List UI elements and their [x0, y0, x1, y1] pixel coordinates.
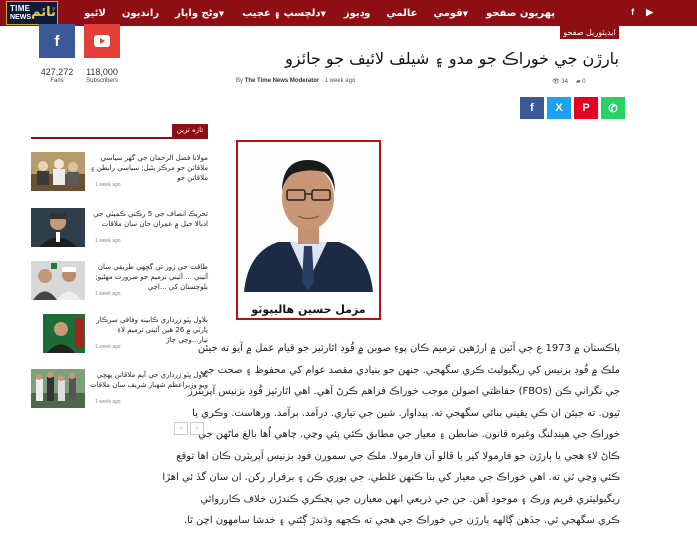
author-photo	[238, 142, 379, 318]
news-thumbnail[interactable]	[31, 314, 85, 353]
author-prefix: By	[236, 78, 244, 84]
facebook-fan-count: 427,272	[40, 67, 74, 77]
article-line: ڪري سگهجي ٿي. جڏهن ڳالهه ٻارڙن جي خوراڪ جي هجي ته ڪجهه وڌندڙ ڳڻتي ۽ خدشا سامهون اچن ٿا.	[183, 515, 620, 526]
article-line: جي نگراني ڪن (FBOs) حفاظتي اصولن موجب خوراڪ فراهم ڪرڻ آهي. اهي اٿارٽيز فُوڊ بزنيس آپريٽرز	[188, 386, 620, 397]
news-thumbnail[interactable]	[31, 152, 85, 191]
youtube-icon[interactable]: ▶	[646, 7, 653, 17]
logo-mark: ٽائم	[31, 5, 56, 20]
article-body	[162, 338, 620, 532]
sidebar-news-item[interactable]	[31, 314, 208, 356]
pager-prev-button[interactable]: ‹	[174, 422, 188, 435]
news-time: 1 week ago	[95, 344, 121, 350]
article-line: ڪئي وڃي ٿي ته. اهي خوراڪ جي معيار کي بنا ڪنهن غلطي. جي پوري ڪن ۽ برقرار رکن. ان سان گڏ ئي اهڙا	[162, 472, 620, 483]
menu-item-videos[interactable]: وڊيوز	[343, 7, 371, 19]
news-title[interactable]: طاقت جي زور تي گڇهي طريقي سان آئيني ... آئيني ترميم جو ضرورت مهڻيو; بلوچستان کي ...اڃي	[95, 263, 208, 291]
top-navigation-bar	[0, 0, 697, 26]
portrait-caption: مزمل حسين هاليپوٽو	[251, 303, 366, 316]
youtube-subscribe-button[interactable]	[84, 24, 120, 58]
publish-time: 1 week ago	[324, 78, 356, 84]
author-portrait	[236, 140, 381, 320]
news-time: 1 week ago	[95, 399, 121, 405]
youtube-subscriber-label: Subscribers	[86, 78, 118, 84]
news-title[interactable]: بلاول ڀٽو زرداري جي آيم ملاقاتن پهچي ويو وزيراعظم شهباز شريف سان ملاقات	[90, 371, 208, 389]
article-line: ٿيون. ته جيئن ان ڪي يقيني بنائي سگهجي ته. پيداوار. شين جي تياري. درآمد. برآمد. ورهاست. وڪري يا	[192, 407, 620, 419]
article-meta	[236, 78, 355, 84]
share-facebook-button[interactable]: f	[520, 97, 544, 119]
header-social-links	[631, 7, 653, 18]
share-x-button[interactable]: X	[547, 97, 571, 119]
menu-item-national[interactable]: قومي▼	[433, 7, 469, 19]
menu-item-international[interactable]: عالمي	[386, 7, 418, 19]
news-title[interactable]: تحريڪ انصاف جي 5 رڪني ڪميٽي جي اڊيالا جيل ۾ عمران خان سان ملاقات	[93, 210, 208, 228]
facebook-follow-button[interactable]	[39, 24, 75, 58]
clock-icon: ·	[320, 78, 323, 84]
news-thumbnail[interactable]	[31, 208, 85, 247]
sidebar-heading: تازه ترين	[172, 124, 208, 137]
news-title[interactable]: مولانا فضل الرحمان جي گهر سياسي ملاقاتن جو مرڪز بڻيل; سياسي رابطن ۽ ملاقاتن جو	[90, 154, 208, 182]
pager-next-button[interactable]: ›	[190, 422, 204, 435]
facebook-icon: f	[54, 32, 60, 50]
news-thumbnail[interactable]	[31, 369, 85, 408]
chevron-down-icon: ▼	[320, 9, 326, 18]
article-line: پاڪستان ۾ 1973 ع جي آئين ۾ ارڙهين ترميم ڪان پوءِ صوبن ۾ فُوڊ اٿارٽيز جو قيام عمل ۾ آيو ته جيئن	[197, 343, 620, 354]
article-line: خوراڪ جي هينڊلنگ وغيره قانون. ضابطن ۽ معيار جي مطابق ڪئي پئي وڃي. چاهي اُها بالغ ماڻهن جي	[198, 429, 620, 440]
menu-item-business[interactable]: وڻج واپار▼	[175, 7, 225, 19]
article-line: ريگيوليٽري فريم ورڪ ۽ موجود آهن. جن جي ذريعي انهن معيارن جي پڄڪري ڪندڙن خلاف ڪارروائي	[200, 493, 620, 505]
news-time: 1 week ago	[95, 182, 121, 188]
article-stats	[552, 78, 586, 85]
eye-icon: 👁	[552, 79, 560, 85]
main-menu	[84, 0, 555, 26]
share-buttons	[520, 97, 625, 119]
sidebar-news-item[interactable]	[31, 369, 208, 411]
comment-count[interactable]: ▰ 0	[575, 79, 586, 85]
category-label[interactable]: ايڊيٽوريل صفحو	[560, 26, 619, 39]
author-link[interactable]: The Time News Moderator	[244, 78, 320, 84]
article-title: بارڙن جي خوراڪ جو مدو ۽ شيلف لائيف جو جائزو	[285, 49, 619, 68]
youtube-icon	[94, 35, 110, 47]
sidebar-news-item[interactable]	[31, 261, 208, 303]
news-title[interactable]: بلاول ڀٽو زرداري ڪابينه وفاقي سرڪار پارٽي ۾ 26 هين آئيني ترميم لاءِ تيار...وڃي ڄاڙ	[96, 316, 208, 344]
facebook-fan-label: Fans	[50, 78, 64, 84]
news-time: 1 week ago	[95, 291, 121, 297]
chevron-down-icon: ▼	[462, 9, 469, 18]
menu-item-home[interactable]: پهريون صفحو	[486, 7, 555, 19]
logo-line1: TIME	[10, 4, 31, 13]
youtube-subscriber-count: 118,000	[86, 67, 118, 77]
article-line: ملڪ ۾ فُوڊ بزنيس کي ريگيوليٽ ڪري سگهجي. جنهن جو بنيادي مقصد عوام کي محفوظ ۽ صحت جي	[199, 364, 620, 376]
menu-item-interesting[interactable]: دلچسپ ۽ عجيب▼	[242, 7, 326, 19]
menu-item-sports[interactable]: رانديون	[121, 7, 160, 19]
menu-item-live[interactable]: لائيو	[84, 7, 106, 19]
view-count: 👁 34	[552, 79, 568, 85]
news-thumbnail[interactable]	[31, 261, 85, 300]
facebook-icon[interactable]: f	[631, 7, 635, 17]
chevron-down-icon: ▼	[218, 9, 225, 18]
logo-line2: NEWS	[10, 14, 31, 21]
article-line: ڪاڻ لاءِ هجي يا ٻارڙن جو فارمولا کير يا ڦالو اَن فارمولا. ملڪ جي سمورن فوڊ بزنيس آپريٽرن ڪان اها توقع	[176, 450, 620, 462]
comment-icon: ▰	[575, 79, 581, 85]
sidebar-news-item[interactable]	[31, 208, 208, 250]
site-logo[interactable]	[6, 1, 58, 25]
share-whatsapp-button[interactable]: ✆	[601, 97, 625, 119]
sidebar-divider	[31, 137, 208, 139]
news-time: 1 week ago	[95, 238, 121, 244]
sidebar-news-item[interactable]	[31, 152, 208, 194]
share-pinterest-button[interactable]: P	[574, 97, 598, 119]
